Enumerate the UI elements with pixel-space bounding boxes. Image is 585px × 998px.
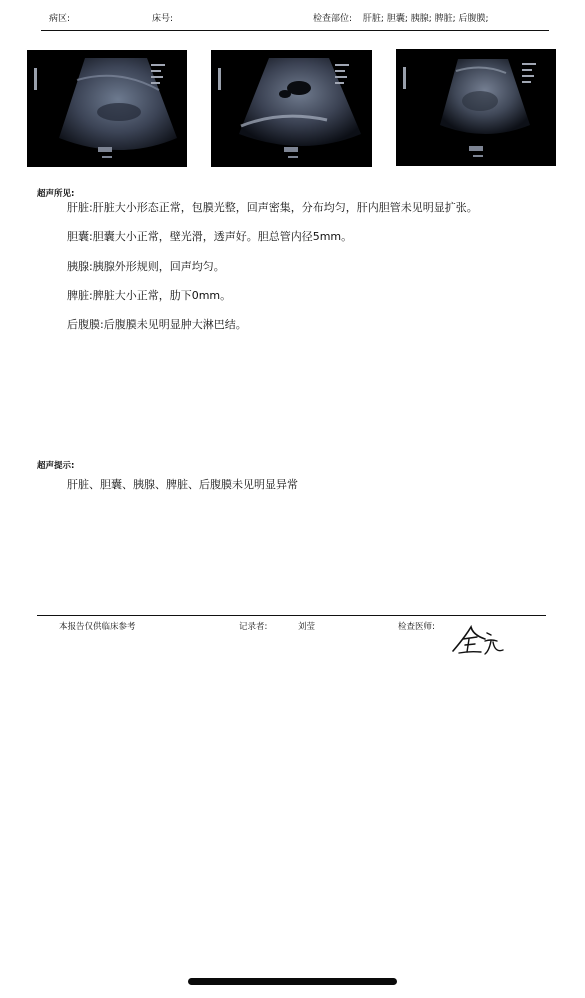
finding-spleen: 脾脏:脾脏大小正常，肋下0mm。	[67, 289, 232, 302]
impression-text: 肝脏、胆囊、胰腺、脾脏、后腹膜未见明显异常	[67, 478, 298, 491]
findings-title: 超声所见:	[37, 189, 75, 199]
ultrasound-scan-3	[396, 49, 556, 166]
bed-label: 床号:	[152, 14, 174, 24]
finding-liver: 肝脏:肝脏大小形态正常，包膜光整，回声密集，分布均匀，肝内胆管未见明显扩张。	[67, 201, 478, 214]
impression-title: 超声提示:	[37, 461, 75, 471]
exam-field	[313, 11, 489, 27]
ward-label: 病区:	[49, 14, 71, 24]
finding-retroperitoneum: 后腹膜:后腹膜未见明显肿大淋巴结。	[67, 318, 247, 331]
exam-label: 检查部位:	[313, 14, 353, 24]
doctor-label: 检查医师:	[398, 622, 435, 632]
ultrasound-scan-2	[211, 50, 372, 167]
footer-divider	[37, 615, 546, 616]
exam-parts: 肝脏; 胆囊; 胰腺; 脾脏; 后腹膜;	[362, 14, 489, 24]
ward-field	[49, 11, 70, 27]
header-divider	[41, 30, 549, 31]
ultrasound-image-1	[27, 50, 187, 167]
report-header	[0, 11, 585, 27]
home-indicator[interactable]	[188, 978, 397, 985]
recorder-name: 刘莹	[298, 622, 316, 632]
ultrasound-scan-1	[27, 50, 187, 167]
ultrasound-image-2	[211, 50, 372, 167]
bed-field	[152, 11, 173, 27]
recorder-label: 记录者:	[239, 622, 268, 632]
footer-note: 本报告仅供临床参考	[59, 622, 136, 632]
ultrasound-image-3	[396, 49, 556, 166]
finding-pancreas: 胰腺:胰腺外形规则，回声均匀。	[67, 260, 225, 273]
finding-gallbladder: 胆囊:胆囊大小正常，壁光滑，透声好。胆总管内径5mm。	[67, 230, 353, 243]
doctor-signature	[451, 623, 505, 657]
